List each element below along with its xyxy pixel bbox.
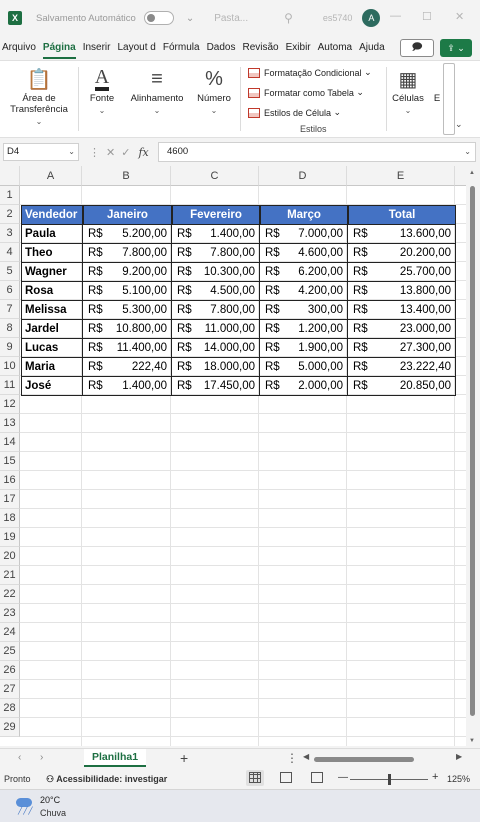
value-cell[interactable]: R$ 7.000,00 (260, 225, 348, 244)
column-header-A[interactable]: A (20, 166, 82, 186)
row-header-21[interactable]: 21 (0, 566, 20, 585)
value-cell[interactable]: R$ 27.300,00 (348, 339, 456, 358)
row-header-10[interactable]: 10 (0, 357, 20, 376)
row-header-20[interactable]: 20 (0, 547, 20, 566)
insert-function-icon[interactable]: fx (138, 145, 149, 159)
formula-bar (0, 142, 480, 162)
row-header-27[interactable]: 27 (0, 680, 20, 699)
quick-access-dropdown-icon[interactable]: ⌄ (185, 12, 195, 24)
next-sheet-icon[interactable]: › (40, 752, 44, 763)
value-cell[interactable]: R$ 5.000,00 (260, 358, 348, 377)
tab-ajuda[interactable]: Ajuda (359, 42, 385, 53)
row-header-16[interactable]: 16 (0, 471, 20, 490)
value-cell[interactable]: R$ 9.200,00 (83, 263, 172, 282)
row-header-11[interactable]: 11 (0, 376, 20, 395)
search-icon[interactable]: ⚲ (284, 11, 293, 25)
horizontal-scrollbar[interactable] (314, 757, 414, 762)
conditional-format-icon (248, 68, 260, 78)
value-cell[interactable]: R$ 7.800,00 (172, 301, 260, 320)
column-header-B[interactable]: B (82, 166, 171, 186)
column-header-D[interactable]: D (259, 166, 347, 186)
user-name: es5740 (322, 13, 353, 23)
row-header-17[interactable]: 17 (0, 490, 20, 509)
seller-name-cell[interactable]: Lucas (21, 339, 83, 358)
row-header-5[interactable]: 5 (0, 262, 20, 281)
title-bar (0, 0, 480, 36)
value-cell[interactable]: R$ 5.300,00 (83, 301, 172, 320)
value-cell[interactable]: R$ 25.700,00 (348, 263, 456, 282)
tab-pagina-inicial[interactable]: Página (41, 36, 78, 60)
value-cell[interactable]: R$ 5.100,00 (83, 282, 172, 301)
sheet-tab-planilha1[interactable]: Planilha1 (84, 749, 146, 767)
value-cell[interactable]: R$ 4.500,00 (172, 282, 260, 301)
value-cell[interactable]: R$ 5.200,00 (83, 225, 172, 244)
value-cell[interactable]: R$ 20.200,00 (348, 244, 456, 263)
cells-group[interactable]: ▦ Células ⌄ (390, 65, 426, 115)
row-header-4[interactable]: 4 (0, 243, 20, 262)
zoom-level[interactable]: 125% (447, 774, 471, 784)
seller-name-cell[interactable]: José (21, 377, 83, 396)
value-cell[interactable]: R$ 222,40 (83, 358, 172, 377)
scroll-right-icon[interactable]: ▶ (456, 752, 463, 761)
value-cell[interactable]: R$ 2.000,00 (260, 377, 348, 396)
add-sheet-icon[interactable]: + (180, 750, 189, 766)
percent-icon: % (205, 67, 223, 90)
value-cell[interactable]: R$ 300,00 (260, 301, 348, 320)
conditional-formatting-button[interactable]: Formatação Condicional ⌄ (248, 67, 372, 78)
styles-group-label: Estilos (300, 124, 327, 134)
editing-group[interactable]: E (433, 93, 441, 104)
value-cell[interactable]: R$ 4.200,00 (260, 282, 348, 301)
value-cell[interactable]: R$ 17.450,00 (172, 377, 260, 396)
clipboard-group[interactable]: 📋 Área de Transferência ⌄ (4, 65, 74, 126)
zoom-slider-thumb[interactable] (388, 774, 391, 785)
seller-name-cell[interactable]: Theo (21, 244, 83, 263)
tab-automatizar[interactable]: Automa (317, 42, 353, 53)
value-cell[interactable]: R$ 13.400,00 (348, 301, 456, 320)
scroll-left-icon[interactable]: ◀ (303, 752, 310, 761)
prev-sheet-icon[interactable]: ‹ (18, 752, 22, 763)
value-cell[interactable]: R$ 7.800,00 (172, 244, 260, 263)
row-header-18[interactable]: 18 (0, 509, 20, 528)
normal-view-icon[interactable] (249, 772, 261, 783)
page-break-view-icon[interactable] (311, 772, 323, 783)
comments-button[interactable] (400, 39, 434, 57)
name-box[interactable]: D4 ⌄ (3, 143, 79, 161)
seller-name-cell[interactable]: Maria (21, 358, 83, 377)
value-cell[interactable]: R$ 23.000,00 (348, 320, 456, 339)
clipboard-icon: 📋 (26, 68, 52, 91)
column-header-partial[interactable] (455, 166, 466, 186)
row-header-22[interactable]: 22 (0, 585, 20, 604)
column-header-C[interactable]: C (171, 166, 259, 186)
table-header-cell[interactable]: Março (260, 205, 348, 225)
spreadsheet-grid[interactable] (0, 166, 466, 746)
tab-arquivo[interactable]: Arquivo (2, 42, 36, 53)
scroll-down-icon: ▼ (469, 738, 475, 744)
weather-rain-icon[interactable]: ╱╱╱ (14, 796, 34, 812)
tab-dados[interactable]: Dados (206, 42, 236, 53)
value-cell[interactable]: R$ 20.850,00 (348, 377, 456, 396)
tab-formulas[interactable]: Fórmula (162, 42, 200, 53)
scroll-up-icon: ▲ (469, 170, 475, 176)
sheet-tabs-bar (0, 748, 480, 768)
row-header-6[interactable]: 6 (0, 281, 20, 300)
status-ready: Pronto (4, 774, 31, 784)
value-cell[interactable]: R$ 11.000,00 (172, 320, 260, 339)
table-header-cell[interactable]: Janeiro (83, 205, 172, 225)
avatar[interactable]: A (362, 9, 380, 27)
chevron-down-icon: ⌄ (35, 117, 43, 126)
row-header-3[interactable]: 3 (0, 224, 20, 243)
seller-name-cell[interactable]: Rosa (21, 282, 83, 301)
table-icon (248, 88, 260, 98)
row-header-23[interactable]: 23 (0, 604, 20, 623)
chevron-down-icon: ⌄ (68, 147, 75, 156)
page-layout-view-icon[interactable] (280, 772, 292, 783)
formula-actions: ⋮✕✓ (89, 146, 137, 159)
tab-inserir[interactable]: Inserir (82, 42, 111, 53)
font-icon: A (82, 65, 122, 93)
seller-name-cell[interactable]: Wagner (21, 263, 83, 282)
align-icon: ≡ (151, 67, 163, 90)
row-header-1[interactable]: 1 (0, 186, 20, 205)
seller-name-cell[interactable]: Melissa (21, 301, 83, 320)
value-cell[interactable]: R$ 10.800,00 (83, 320, 172, 339)
row-header-9[interactable]: 9 (0, 338, 20, 357)
font-group[interactable]: A Fonte ⌄ (82, 65, 122, 115)
row-header-12[interactable]: 12 (0, 395, 20, 414)
cell-styles-button[interactable]: Estilos de Célula ⌄ (248, 107, 341, 118)
row-header-7[interactable]: 7 (0, 300, 20, 319)
table-header-cell[interactable]: Total (348, 205, 456, 225)
row-header-15[interactable]: 15 (0, 452, 20, 471)
value-cell[interactable]: R$ 1.900,00 (260, 339, 348, 358)
value-cell[interactable]: R$ 1.200,00 (260, 320, 348, 339)
row-header-25[interactable]: 25 (0, 642, 20, 661)
value-cell[interactable]: R$ 6.200,00 (260, 263, 348, 282)
alignment-group[interactable]: ≡ Alinhamento ⌄ (126, 65, 188, 115)
value-cell[interactable]: R$ 18.000,00 (172, 358, 260, 377)
weather-condition: Chuva (40, 808, 67, 818)
row-header-29[interactable]: 29 (0, 718, 20, 737)
column-header-E[interactable]: E (347, 166, 455, 186)
value-cell[interactable]: R$ 23.222,40 (348, 358, 456, 377)
file-name[interactable]: Pasta... (214, 12, 249, 24)
value-cell[interactable]: R$ 13.800,00 (348, 282, 456, 301)
value-cell[interactable]: R$ 7.800,00 (83, 244, 172, 263)
cell-style-icon (248, 108, 260, 118)
autosave-toggle[interactable] (144, 11, 174, 25)
row-header-13[interactable]: 13 (0, 414, 20, 433)
vertical-scrollbar[interactable] (468, 166, 478, 746)
value-cell[interactable]: R$ 1.400,00 (172, 225, 260, 244)
minimize-icon[interactable]: — (390, 10, 401, 22)
row-header-8[interactable]: 8 (0, 319, 20, 338)
more-options-icon[interactable]: ⋮ (286, 751, 298, 765)
chevron-down-icon: ⌄ (210, 106, 218, 115)
chevron-down-icon: ⌄ (404, 106, 412, 115)
comment-icon: 🗩 (411, 41, 423, 53)
row-header-24[interactable]: 24 (0, 623, 20, 642)
row-header-28[interactable]: 28 (0, 699, 20, 718)
status-bar (0, 769, 480, 789)
zoom-in-icon[interactable]: + (432, 771, 439, 783)
value-cell[interactable]: R$ 14.000,00 (172, 339, 260, 358)
row-header-26[interactable]: 26 (0, 661, 20, 680)
ribbon-home (0, 60, 480, 138)
row-header-19[interactable]: 19 (0, 528, 20, 547)
tab-layout[interactable]: Layout d (117, 42, 156, 53)
cells-icon: ▦ (398, 68, 418, 91)
table-header-cell[interactable]: Fevereiro (172, 205, 260, 225)
row-header-14[interactable]: 14 (0, 433, 20, 452)
value-cell[interactable]: R$ 11.400,00 (83, 339, 172, 358)
accessibility-status[interactable]: ⚇ Acessibilidade: investigar (46, 774, 168, 784)
tab-exibir[interactable]: Exibir (285, 42, 311, 53)
maximize-icon[interactable]: ☐ (422, 11, 432, 23)
chevron-down-icon: ⌄ (153, 106, 161, 115)
format-as-table-button[interactable]: Formatar como Tabela ⌄ (248, 87, 364, 98)
collapse-ribbon-icon[interactable]: ⌄ (455, 119, 463, 129)
seller-name-cell[interactable]: Jardel (21, 320, 83, 339)
seller-name-cell[interactable]: Paula (21, 225, 83, 244)
excel-logo-icon: X (8, 11, 22, 25)
row-header-2[interactable]: 2 (0, 205, 20, 224)
number-group[interactable]: % Número ⌄ (192, 65, 236, 115)
value-cell[interactable]: R$ 4.600,00 (260, 244, 348, 263)
value-cell[interactable]: R$ 10.300,00 (172, 263, 260, 282)
value-cell[interactable]: R$ 13.600,00 (348, 225, 456, 244)
value-cell[interactable]: R$ 1.400,00 (83, 377, 172, 396)
share-icon: ⇪ ⌄ (447, 42, 465, 53)
tab-revisao[interactable]: Revisão (242, 42, 279, 53)
autosave-label: Salvamento Automático (36, 12, 136, 24)
zoom-out-icon[interactable]: — (338, 772, 348, 783)
ribbon-scroll-right[interactable] (443, 63, 455, 135)
share-button[interactable] (440, 39, 472, 57)
taskbar (0, 789, 480, 822)
select-all-corner[interactable] (0, 166, 20, 186)
weather-temperature: 20°C (40, 795, 61, 805)
formula-input[interactable]: 4600 ⌄ (158, 142, 476, 162)
chevron-down-icon: ⌄ (98, 106, 106, 115)
close-icon[interactable]: ✕ (455, 11, 465, 23)
table-header-cell[interactable]: Vendedor (21, 205, 83, 225)
expand-formula-icon: ⌄ (464, 147, 471, 156)
